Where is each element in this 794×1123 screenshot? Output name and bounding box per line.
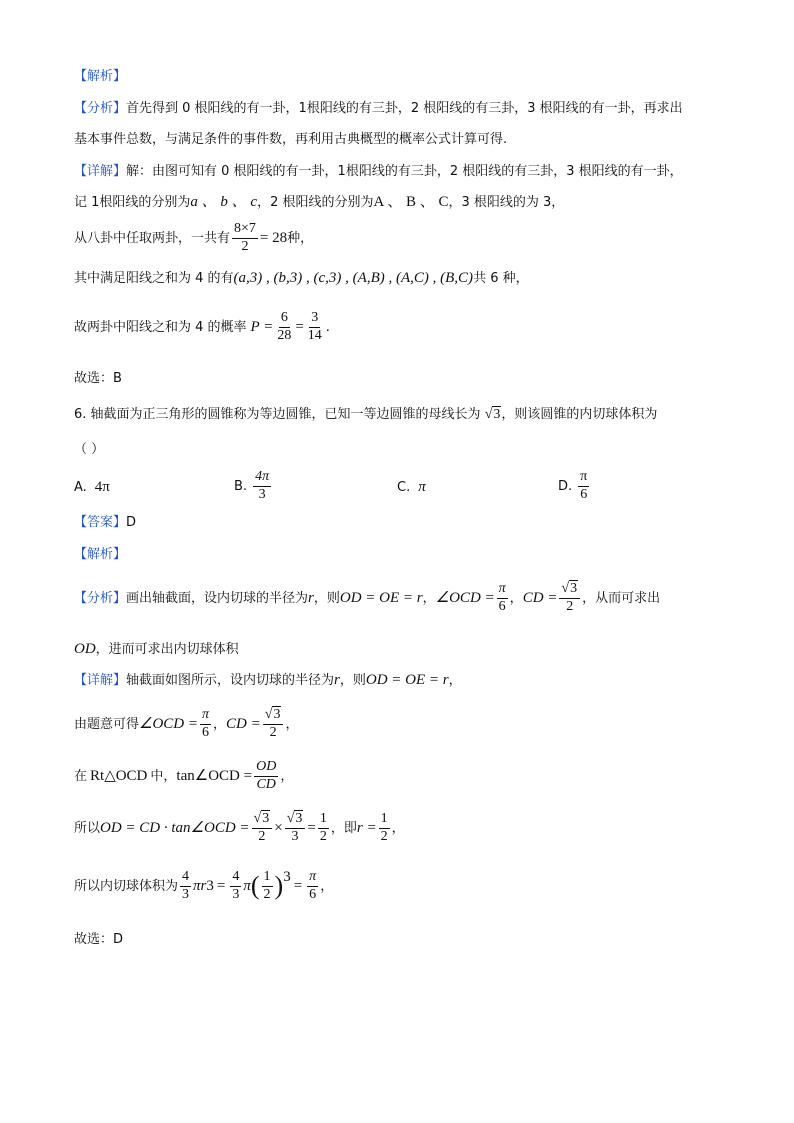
- denominator: 2: [380, 828, 388, 844]
- exponent: 3: [283, 869, 291, 885]
- fraction: [559, 582, 580, 614]
- fraction: [318, 812, 329, 844]
- fraction: [232, 222, 258, 254]
- numerator: 4: [230, 870, 241, 887]
- fraction: [254, 760, 278, 792]
- denominator: 2: [319, 828, 327, 844]
- q6-analysis-line-2: [74, 642, 239, 657]
- analysis-tag: 【分析】: [74, 101, 127, 116]
- text: 其中满足阳线之和为 4 的有: [74, 271, 234, 286]
- radicand: 3: [295, 811, 303, 826]
- denominator: 6: [202, 724, 210, 740]
- numerator: π: [578, 470, 589, 487]
- radicand: 3: [570, 581, 578, 596]
- text: 种，: [287, 230, 314, 246]
- fraction: [200, 708, 211, 740]
- math-times: ×: [274, 819, 283, 836]
- fraction: [180, 870, 191, 902]
- text: 6. 轴截面为正三角形的圆锥称为等边圆锥，已知一等边圆锥的母线长为: [74, 407, 481, 422]
- answer-line: 故选：B: [74, 371, 122, 386]
- math-result: = 28: [259, 229, 288, 246]
- denominator: 6: [498, 598, 506, 614]
- numerator: 4: [180, 870, 191, 887]
- q6-detail-line-4: [74, 812, 405, 844]
- detail-line-4: [74, 271, 529, 286]
- math-od: OD: [74, 641, 96, 657]
- text: ，: [280, 768, 294, 784]
- analysis-line-1: 首先得到 0 根阳线的有一卦，1根阳线的有三卦，2 根阳线的有三卦，3 根阳线的有一卦，再求出: [126, 101, 683, 116]
- numerator: √3: [263, 708, 284, 725]
- fraction: [275, 311, 293, 343]
- text: 共 6 种，: [473, 271, 529, 286]
- text: 画出轴截面，设内切球的半径为: [126, 590, 309, 606]
- radicand: 3: [273, 707, 281, 722]
- text: ，: [422, 590, 436, 606]
- q6-detail-line-5: 所以内切球体积为 $\frac{4}{3}$ πr 3 = $\frac{4}{3}$ π ( $\frac{1}{2}$ ) 3 = $\frac{\pi}{6}$ ，: [74, 869, 334, 902]
- math-symbols-upper: A 、 B 、 C: [373, 194, 449, 210]
- answer-block: [74, 516, 136, 529]
- option-b: [234, 470, 273, 502]
- detail-line-3: [74, 222, 313, 254]
- numerator: OD: [254, 760, 278, 777]
- q6-detail-line-1: [74, 673, 462, 688]
- option-label: A.: [74, 480, 87, 495]
- option-c: [397, 480, 426, 495]
- text: ，: [285, 716, 299, 732]
- denominator: CD: [256, 776, 276, 792]
- q6-detail-line-2: [74, 708, 298, 740]
- math-pi: π: [243, 877, 251, 894]
- math-equals: =: [216, 877, 226, 894]
- math-equals: =: [293, 877, 303, 894]
- text: ，: [448, 673, 462, 688]
- analysis-tag: 【分析】: [74, 590, 127, 606]
- fraction: [379, 812, 390, 844]
- numerator: √3: [559, 582, 580, 599]
- math-r: r: [308, 589, 314, 606]
- math-equation: OD = OE = r: [339, 589, 423, 606]
- answer-value: D: [126, 515, 137, 530]
- math-cd: CD =: [226, 715, 261, 732]
- option-a: [74, 480, 110, 495]
- denominator: 2: [269, 724, 277, 740]
- text: ，: [509, 590, 523, 606]
- section-heading-analysis: 【解析】: [74, 69, 127, 84]
- text: 轴截面如图所示，设内切球的半径为: [126, 673, 335, 688]
- option-fraction: [578, 470, 589, 502]
- denominator: 3: [182, 886, 190, 902]
- text: ，: [320, 878, 334, 894]
- fraction: [285, 812, 306, 844]
- fraction: [307, 870, 318, 902]
- math-symbols-lower: a 、 b 、 c: [190, 194, 258, 210]
- math-cd: CD =: [522, 589, 558, 606]
- sqrt-expression: √3: [484, 407, 501, 422]
- math-rt-triangle: Rt△OCD: [90, 767, 148, 784]
- option-value: 4π: [94, 479, 110, 495]
- radicand: 3: [493, 407, 501, 422]
- math-r: r: [334, 672, 340, 688]
- numerator: 4π: [253, 470, 271, 487]
- option-label: C.: [397, 480, 411, 495]
- numerator: π: [200, 708, 211, 725]
- denominator: 3: [258, 486, 266, 502]
- numerator: √3: [285, 812, 306, 829]
- denominator: 28: [277, 327, 292, 343]
- math-angle: ∠OCD =: [139, 715, 199, 732]
- fraction: [263, 708, 284, 740]
- fraction: [230, 870, 241, 902]
- numerator: 3: [309, 311, 320, 328]
- fraction: [306, 311, 324, 343]
- option-d: [558, 470, 591, 502]
- fraction: [252, 812, 273, 844]
- numerator: π: [497, 582, 508, 599]
- detail-paragraph: [74, 165, 683, 178]
- text: ，从而可求出: [582, 590, 661, 606]
- numerator: √3: [252, 812, 273, 829]
- option-value: π: [418, 479, 426, 495]
- math-angle: ∠OCD =: [435, 589, 495, 606]
- exponent: 3: [206, 877, 214, 894]
- text: 所以: [74, 820, 101, 836]
- denominator: 2: [241, 238, 249, 254]
- numerator: 8×7: [232, 222, 258, 239]
- question-6-paren: （ ）: [74, 442, 105, 457]
- detail-line-1: 解：由图可知有 0 根阳线的有一卦，1根阳线的有三卦，2 根阳线的有三卦，3 根阳线的有一卦，: [126, 164, 683, 179]
- detail-line-2: [74, 195, 564, 210]
- fraction: [497, 582, 508, 614]
- option-fraction: [253, 470, 271, 502]
- radicand: 3: [262, 811, 270, 826]
- text: 故两卦中阳线之和为 4 的概率: [74, 319, 247, 335]
- option-label: D.: [558, 478, 573, 494]
- analysis-line-2: 基本事件总数，与满足条件的事件数，再利用古典概型的概率公式计算可得.: [74, 132, 508, 147]
- option-label: B.: [234, 478, 248, 494]
- math-P: P =: [250, 318, 274, 335]
- detail-tag: 【详解】: [74, 673, 127, 688]
- text: 在: [74, 768, 88, 784]
- numerator: 6: [279, 311, 290, 328]
- math-expression: OD = CD · tan∠OCD =: [100, 819, 250, 836]
- question-6-stem: [74, 408, 657, 422]
- numerator: π: [307, 870, 318, 887]
- q6-analysis-line-1: [74, 582, 660, 614]
- text: ，2 根阳线的分别为: [257, 195, 374, 210]
- denominator: 2: [263, 886, 271, 902]
- math-tan: tan∠OCD =: [176, 767, 253, 784]
- text: ，则: [313, 590, 340, 606]
- math-pairs: (a,3) , (b,3) , (c,3) , (A,B) , (A,C) , (B,C): [233, 270, 474, 286]
- q6-detail-line-3: [74, 760, 293, 792]
- text: ，则: [339, 673, 366, 688]
- math-equation: OD = OE = r: [365, 672, 449, 688]
- denominator: 2: [258, 828, 266, 844]
- text: ，3 根阳线的为 3，: [448, 195, 565, 210]
- denominator: 3: [232, 886, 240, 902]
- denominator: 6: [580, 486, 588, 502]
- text: 由题意可得: [74, 716, 140, 732]
- denominator: 3: [291, 828, 299, 844]
- denominator: 14: [307, 327, 322, 343]
- numerator: 1: [262, 870, 273, 887]
- text: ，则该圆锥的内切球体积为: [501, 407, 658, 422]
- detail-tag: 【详解】: [74, 164, 127, 179]
- text: 从八卦中任取两卦，一共有: [74, 230, 231, 246]
- math-pi-r: πr: [193, 877, 207, 894]
- options-row: [74, 470, 714, 510]
- detail-line-5: 故两卦中阳线之和为 4 的概率 P = $\frac{6}{28}$ = $\frac{3}{14}$ .: [74, 310, 330, 343]
- answer-tag: 【答案】: [74, 515, 127, 530]
- text: 所以内切球体积为: [74, 878, 179, 894]
- text: 中，: [150, 768, 177, 784]
- numerator: 1: [379, 812, 390, 829]
- denominator: 2: [566, 598, 574, 614]
- analysis-paragraph: [74, 102, 683, 115]
- section-heading-analysis-2: 【解析】: [74, 547, 127, 562]
- math-equals: =: [307, 819, 316, 836]
- text: ，: [391, 820, 405, 836]
- text: ，即: [330, 820, 357, 836]
- text: ，进而可求出内切球体积: [95, 642, 239, 657]
- final-answer-line: 故选：D: [74, 932, 124, 947]
- text: 记 1根阳线的分别为: [74, 195, 191, 210]
- fraction: [262, 870, 273, 902]
- text: ，: [213, 716, 227, 732]
- numerator: 1: [318, 812, 329, 829]
- denominator: 6: [309, 886, 317, 902]
- math-r: r =: [356, 819, 377, 836]
